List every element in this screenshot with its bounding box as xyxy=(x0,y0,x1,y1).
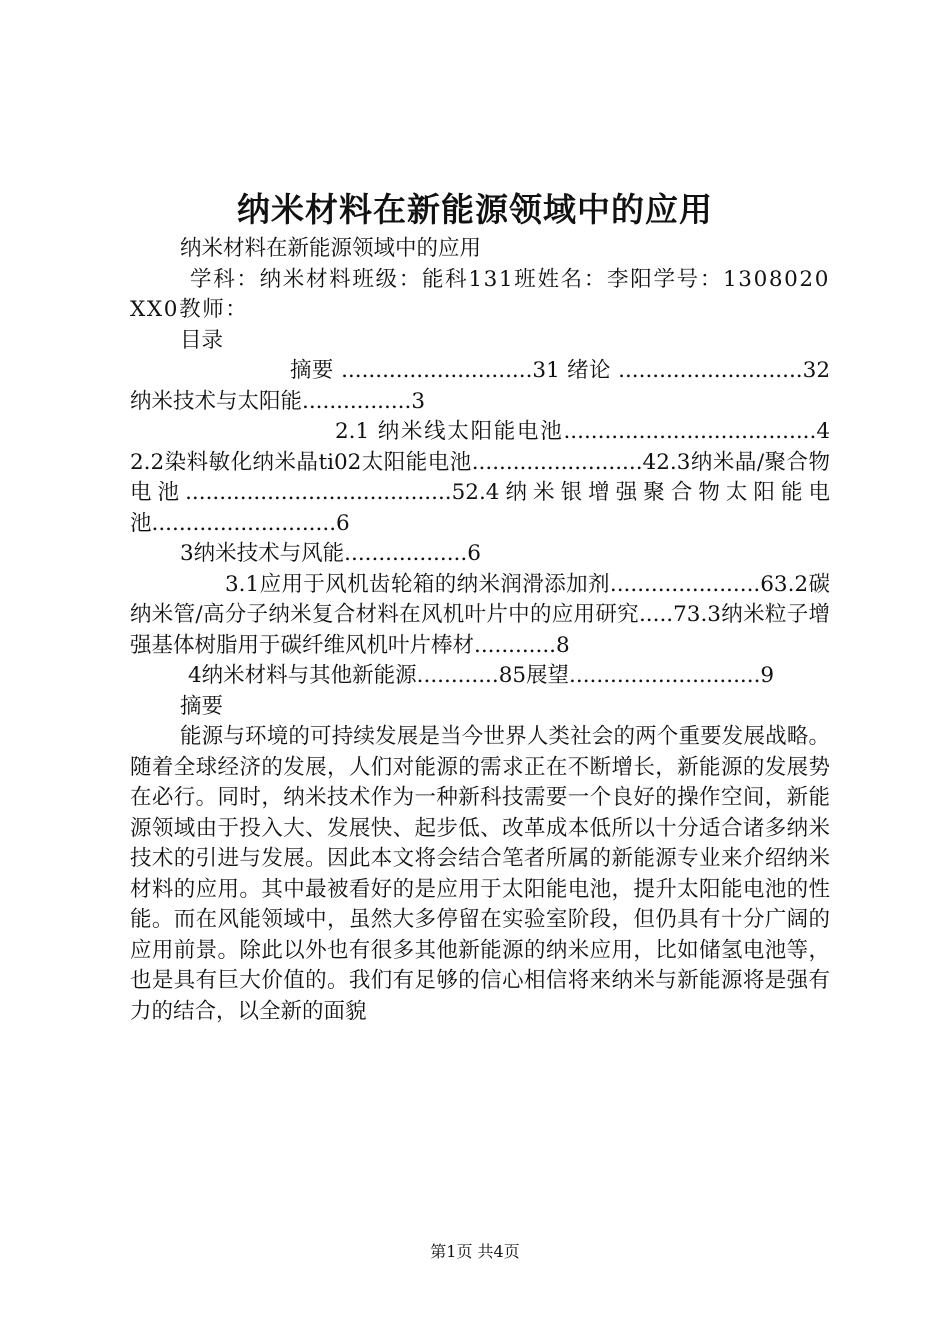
abstract-paragraph: 能源与环境的可持续发展是当今世界人类社会的两个重要发展战略。随着全球经济的发展，人们对能源的需求正在不断增长，新能源的发展势在必行。同时，纳米技术作为一种新科技需要一个良好的操作空间，新能源领域由于投入大、发展快、起步低、改革成本低所以十分适合诸多纳米技术的引进与发展。因此本文将会结合笔者所属的新能源专业来介绍纳米材料的应用。其中最被看好的是应用于太阳能电池，提升太阳能电池的性能。而在风能领域中，虽然大多停留在实验室阶段，但仍具有十分广阔的应用前景。除此以外也有很多其他新能源的纳米应用，比如储氢电池等，也是具有巨大价值的。我们有足够的信心相信将来纳米与新能源将是强有力的结合，以全新的面貌 xyxy=(130,724,830,1024)
page-footer: 第1页 共4页 xyxy=(430,1242,520,1261)
toc-entry: 3纳米技术与风能..................6 xyxy=(180,541,481,566)
subtitle: 纳米材料在新能源领域中的应用 xyxy=(180,236,482,261)
document-title: 纳米材料在新能源领域中的应用 xyxy=(237,190,713,229)
toc-entry: 2.1 纳米线太阳能电池.....................................42.2染料敏化纳米晶ti02太阳能电池.........................42.3纳米晶/聚合物电池.......................................52.4纳米银增强聚合物太阳能电池...........................6 xyxy=(130,419,830,536)
meta-line: 学科：纳米材料班级：能科131班姓名：李阳学号：1308020XX0教师： xyxy=(130,266,830,322)
document-body xyxy=(130,234,830,1027)
toc-entry: 4纳米材料与其他新能源............85展望............................9 xyxy=(188,663,775,688)
toc-heading: 目录 xyxy=(180,327,224,353)
toc-entry: 3.1应用于风机齿轮箱的纳米润滑添加剂......................63.2碳纳米管/高分子纳米复合材料在风机叶片中的应用研究.....73.3纳米粒子增强基体树脂用于碳纤维风机叶片棒材............8 xyxy=(130,571,830,658)
toc-entry: 摘要 ............................31 绪论 ...........................32 纳米技术与太阳能................3 xyxy=(130,358,830,414)
abstract-heading: 摘要 xyxy=(180,693,224,719)
